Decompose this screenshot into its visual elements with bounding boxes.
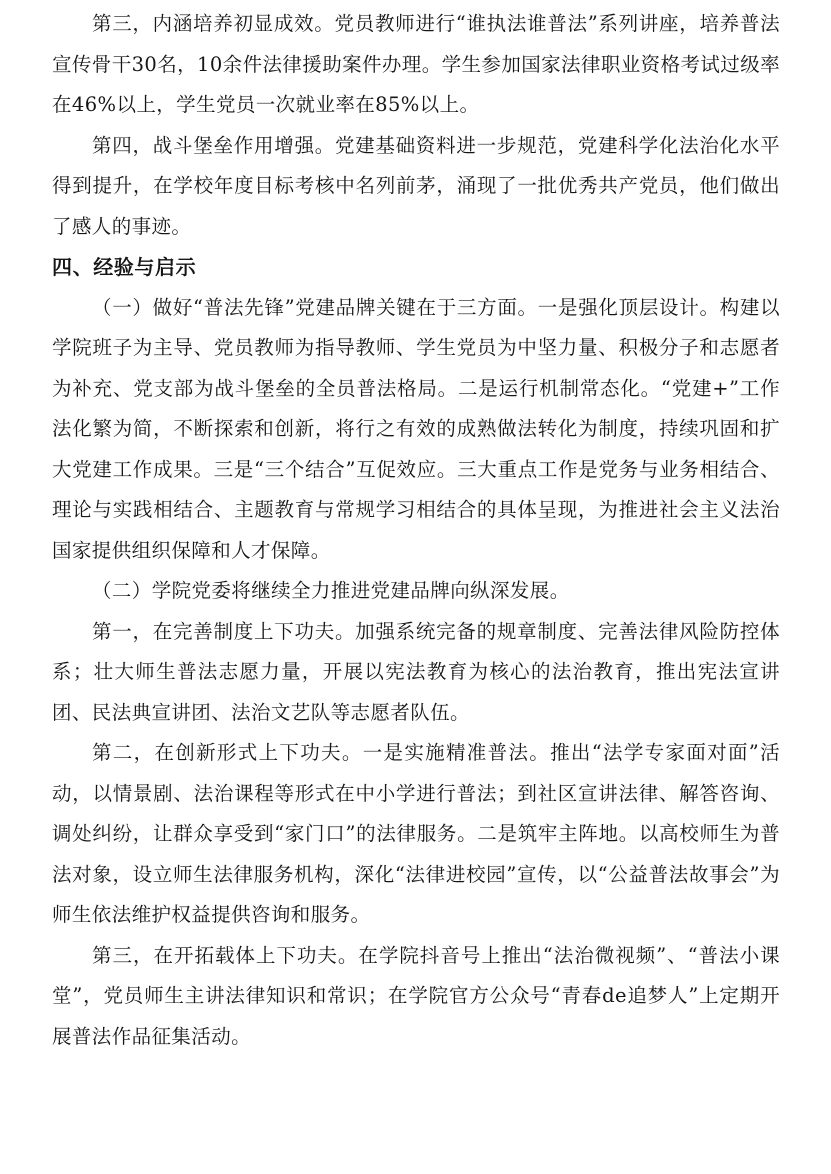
paragraph-third-carriers: 第三，在开拓载体上下功夫。在学院抖音号上推出“法治微视频”、“普法小课堂”，党员师生主讲法律知识和常识；在学院官方公众号“青春de追梦人”上定期开展普法作品征集活动。 — [52, 943, 780, 1048]
paragraph-fourth-achievement: 第四，战斗堡垒作用增强。党建基础资料进一步规范，党建科学化法治化水平得到提升，在学校年度目标考核中名列前茅，涌现了一批优秀共产党员，他们做出了感人的事迹。 — [52, 133, 780, 238]
paragraph-brand-keys: （一）做好“普法先锋”党建品牌关键在于三方面。一是强化顶层设计。构建以学院班子为主导、党员教师为指导教师、学生党员为中坚力量、积极分子和志愿者为补充、党支部为战斗堡垒的全员普法格局。二是运行机制常态化。“党建+”工作法化繁为简，不断探索和创新，将行之有效的成熟做法转化为制度，持续巩固和扩大党建工作成果。三是“三个结合”互促效应。三大重点工作是党务与业务相结合、理论与实践相结合、主题教育与常规学习相结合的具体呈现，为推进社会主义法治国家提供组织保障和人才保障。 — [52, 295, 780, 562]
paragraph-second-forms: 第二，在创新形式上下功夫。一是实施精准普法。推出“法学专家面对面”活动，以情景剧、法治课程等形式在中小学进行普法；到社区宣讲法律、解答咨询、调处纠纷，让群众享受到“家门口”的法律服务。二是筑牢主阵地。以高校师生为普法对象，设立师生法律服务机构，深化“法律进校园”宣传，以“公益普法故事会”为师生依法维护权益提供咨询和服务。 — [52, 741, 780, 926]
document-page — [52, 4, 780, 1057]
paragraph-first-system: 第一，在完善制度上下功夫。加强系统完备的规章制度、完善法律风险防控体系；壮大师生普法志愿力量，开展以宪法教育为核心的法治教育，推出宪法宣讲团、民法典宣讲团、法治文艺队等志愿者队伍。 — [52, 619, 780, 724]
paragraph-future-development: （二）学院党委将继续全力推进党建品牌向纵深发展。 — [92, 579, 570, 602]
paragraph-third-achievement: 第三，内涵培养初显成效。党员教师进行“谁执法谁普法”系列讲座，培养普法宣传骨干30名，10余件法律援助案件办理。学生参加国家法律职业资格考试过级率在46%以上，学生党员一次就业率在85%以上。 — [52, 12, 780, 116]
section-heading-experience: 四、经验与启示 — [52, 255, 197, 279]
